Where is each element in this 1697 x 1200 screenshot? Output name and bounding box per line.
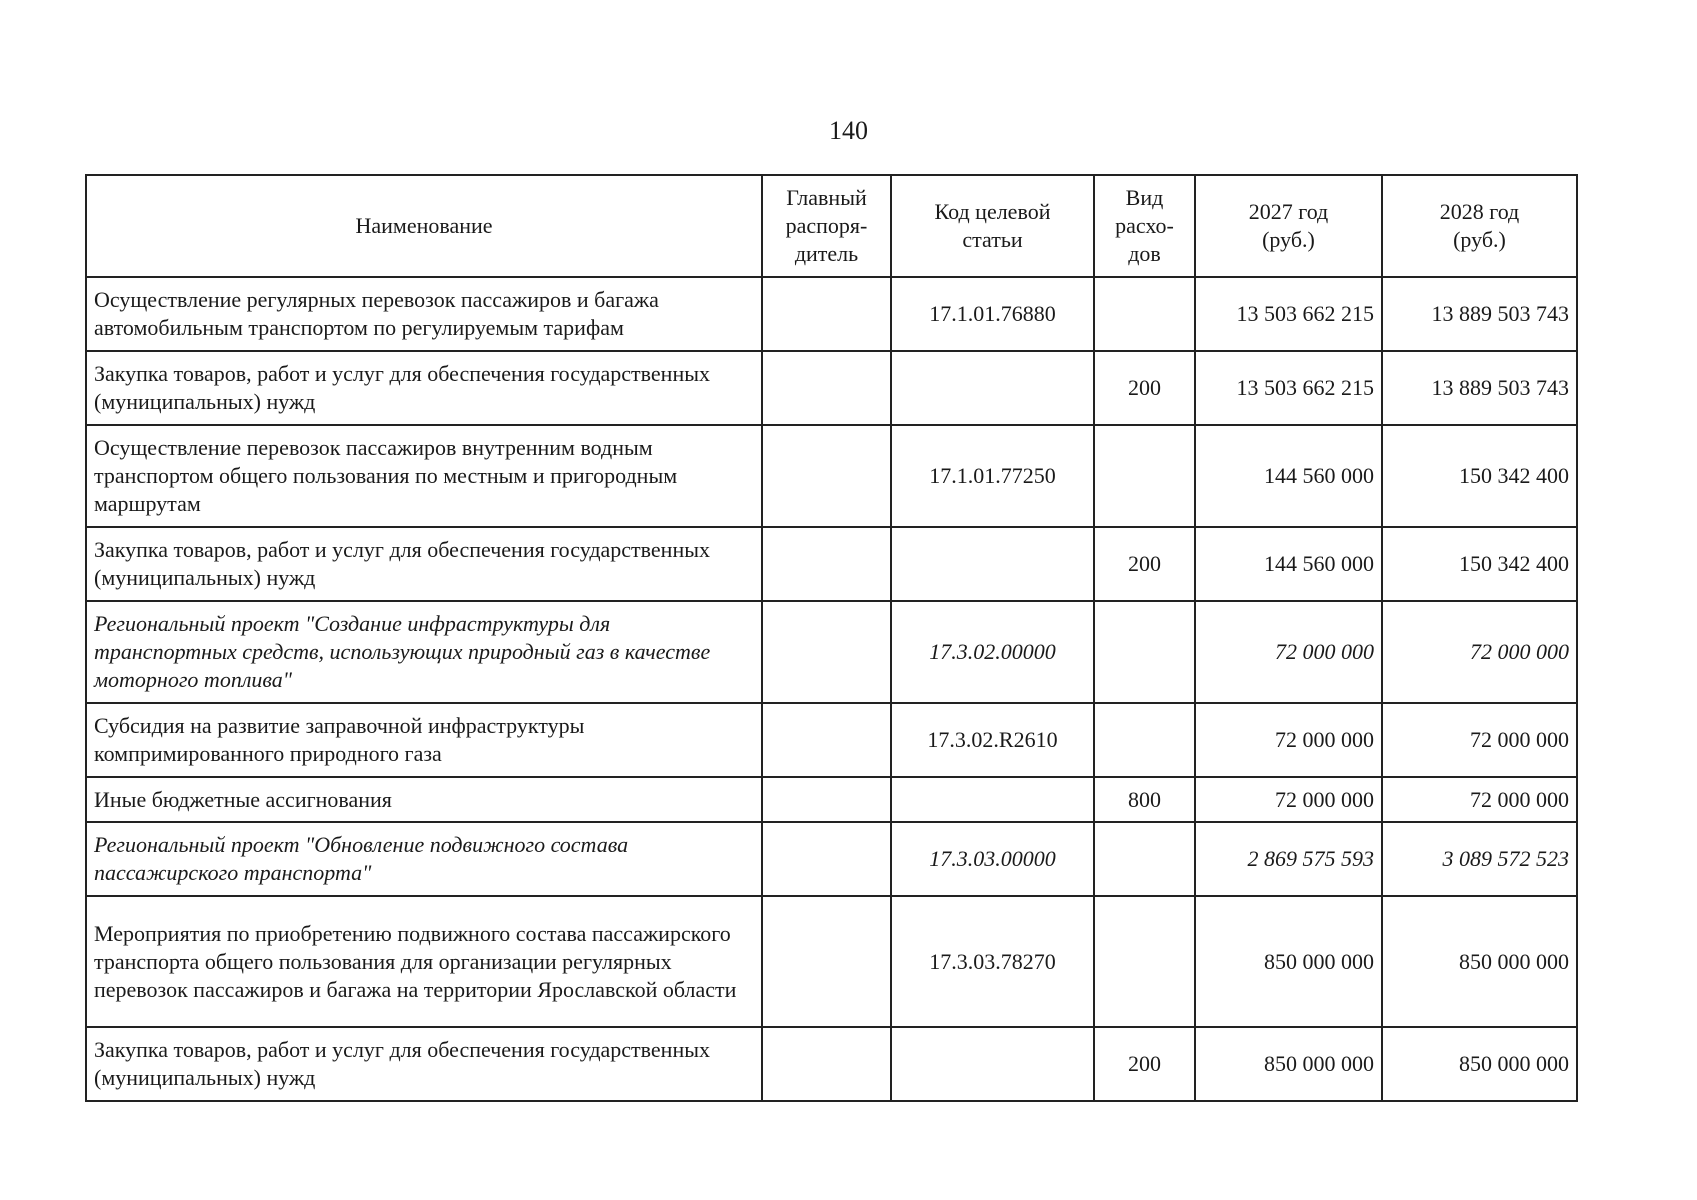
- cell-name: Закупка товаров, работ и услуг для обеспечения государственных (муниципальных) нужд: [86, 527, 762, 601]
- cell-2028: 850 000 000: [1382, 1027, 1577, 1101]
- budget-table: [85, 174, 1578, 1102]
- cell-manager: [762, 425, 891, 527]
- cell-type: 800: [1094, 777, 1195, 822]
- table-row: [86, 1027, 1577, 1101]
- cell-2028: 72 000 000: [1382, 777, 1577, 822]
- cell-2027: 72 000 000: [1195, 601, 1382, 703]
- cell-manager: [762, 822, 891, 896]
- header-manager-line: дитель: [794, 241, 859, 266]
- cell-type: [1094, 703, 1195, 777]
- header-name: Наименование: [86, 175, 762, 277]
- cell-manager: [762, 777, 891, 822]
- cell-2028: 150 342 400: [1382, 527, 1577, 601]
- table-row: [86, 425, 1577, 527]
- header-code: [891, 175, 1094, 277]
- cell-manager: [762, 703, 891, 777]
- cell-2028: 13 889 503 743: [1382, 351, 1577, 425]
- table-row: [86, 351, 1577, 425]
- cell-2028: 3 089 572 523: [1382, 822, 1577, 896]
- cell-2027: 72 000 000: [1195, 703, 1382, 777]
- cell-code: 17.3.03.00000: [891, 822, 1094, 896]
- cell-2027: 2 869 575 593: [1195, 822, 1382, 896]
- cell-name: Закупка товаров, работ и услуг для обеспечения государственных (муниципальных) нужд: [86, 351, 762, 425]
- cell-manager: [762, 277, 891, 351]
- header-2027: [1195, 175, 1382, 277]
- header-manager-line: распоря-: [785, 213, 868, 238]
- table-row: [86, 777, 1577, 822]
- cell-manager: [762, 527, 891, 601]
- cell-code: 17.3.02.00000: [891, 601, 1094, 703]
- cell-2028: 850 000 000: [1382, 896, 1577, 1027]
- cell-code: [891, 777, 1094, 822]
- table-header-row: [86, 175, 1577, 277]
- header-type: [1094, 175, 1195, 277]
- header-manager-line: Главный: [786, 185, 867, 210]
- cell-2027: 13 503 662 215: [1195, 277, 1382, 351]
- cell-code: [891, 527, 1094, 601]
- cell-type: [1094, 277, 1195, 351]
- cell-type: 200: [1094, 1027, 1195, 1101]
- cell-2028: 72 000 000: [1382, 703, 1577, 777]
- header-type-line: расхо-: [1115, 213, 1174, 238]
- cell-code: 17.3.02.R2610: [891, 703, 1094, 777]
- table-row: [86, 527, 1577, 601]
- cell-manager: [762, 351, 891, 425]
- header-manager: [762, 175, 891, 277]
- table-row-project: [86, 822, 1577, 896]
- table-row: [86, 277, 1577, 351]
- cell-2028: 72 000 000: [1382, 601, 1577, 703]
- header-2028-line: (руб.): [1453, 227, 1506, 252]
- cell-type: [1094, 822, 1195, 896]
- cell-name: Осуществление перевозок пассажиров внутренним водным транспортом общего пользования по местным и пригородным маршрутам: [86, 425, 762, 527]
- cell-2028: 13 889 503 743: [1382, 277, 1577, 351]
- header-2027-line: 2027 год: [1248, 199, 1329, 224]
- cell-2027: 72 000 000: [1195, 777, 1382, 822]
- cell-2028: 150 342 400: [1382, 425, 1577, 527]
- header-2028: [1382, 175, 1577, 277]
- table-row: [86, 703, 1577, 777]
- cell-type: 200: [1094, 351, 1195, 425]
- cell-type: [1094, 896, 1195, 1027]
- cell-code: 17.1.01.76880: [891, 277, 1094, 351]
- cell-code: 17.1.01.77250: [891, 425, 1094, 527]
- cell-2027: 144 560 000: [1195, 527, 1382, 601]
- cell-manager: [762, 896, 891, 1027]
- cell-2027: 144 560 000: [1195, 425, 1382, 527]
- cell-name: Региональный проект "Обновление подвижного состава пассажирского транспорта": [86, 822, 762, 896]
- cell-code: [891, 1027, 1094, 1101]
- cell-manager: [762, 601, 891, 703]
- header-2027-line: (руб.): [1262, 227, 1315, 252]
- cell-name: Осуществление регулярных перевозок пассажиров и багажа автомобильным транспортом по регулируемым тарифам: [86, 277, 762, 351]
- cell-type: 200: [1094, 527, 1195, 601]
- cell-2027: 13 503 662 215: [1195, 351, 1382, 425]
- cell-manager: [762, 1027, 891, 1101]
- cell-type: [1094, 601, 1195, 703]
- cell-name: Закупка товаров, работ и услуг для обеспечения государственных (муниципальных) нужд: [86, 1027, 762, 1101]
- cell-code: 17.3.03.78270: [891, 896, 1094, 1027]
- cell-type: [1094, 425, 1195, 527]
- cell-2027: 850 000 000: [1195, 896, 1382, 1027]
- table-row: [86, 896, 1577, 1027]
- table-row-project: [86, 601, 1577, 703]
- header-code-line: Код целевой: [934, 199, 1051, 224]
- header-type-line: дов: [1128, 241, 1161, 266]
- cell-name: Субсидия на развитие заправочной инфраструктуры компримированного природного газа: [86, 703, 762, 777]
- cell-name: Иные бюджетные ассигнования: [86, 777, 762, 822]
- cell-code: [891, 351, 1094, 425]
- cell-name: Мероприятия по приобретению подвижного состава пассажирского транспорта общего пользования для организации регулярных перевозок пассажиров и багажа на территории Ярославской области: [86, 896, 762, 1027]
- header-2028-line: 2028 год: [1439, 199, 1520, 224]
- page-number: 140: [829, 116, 868, 145]
- header-type-line: Вид: [1125, 185, 1164, 210]
- cell-name: Региональный проект "Создание инфраструктуры для транспортных средств, использующих природный газ в качестве моторного топлива": [86, 601, 762, 703]
- header-code-line: статьи: [962, 227, 1023, 252]
- cell-2027: 850 000 000: [1195, 1027, 1382, 1101]
